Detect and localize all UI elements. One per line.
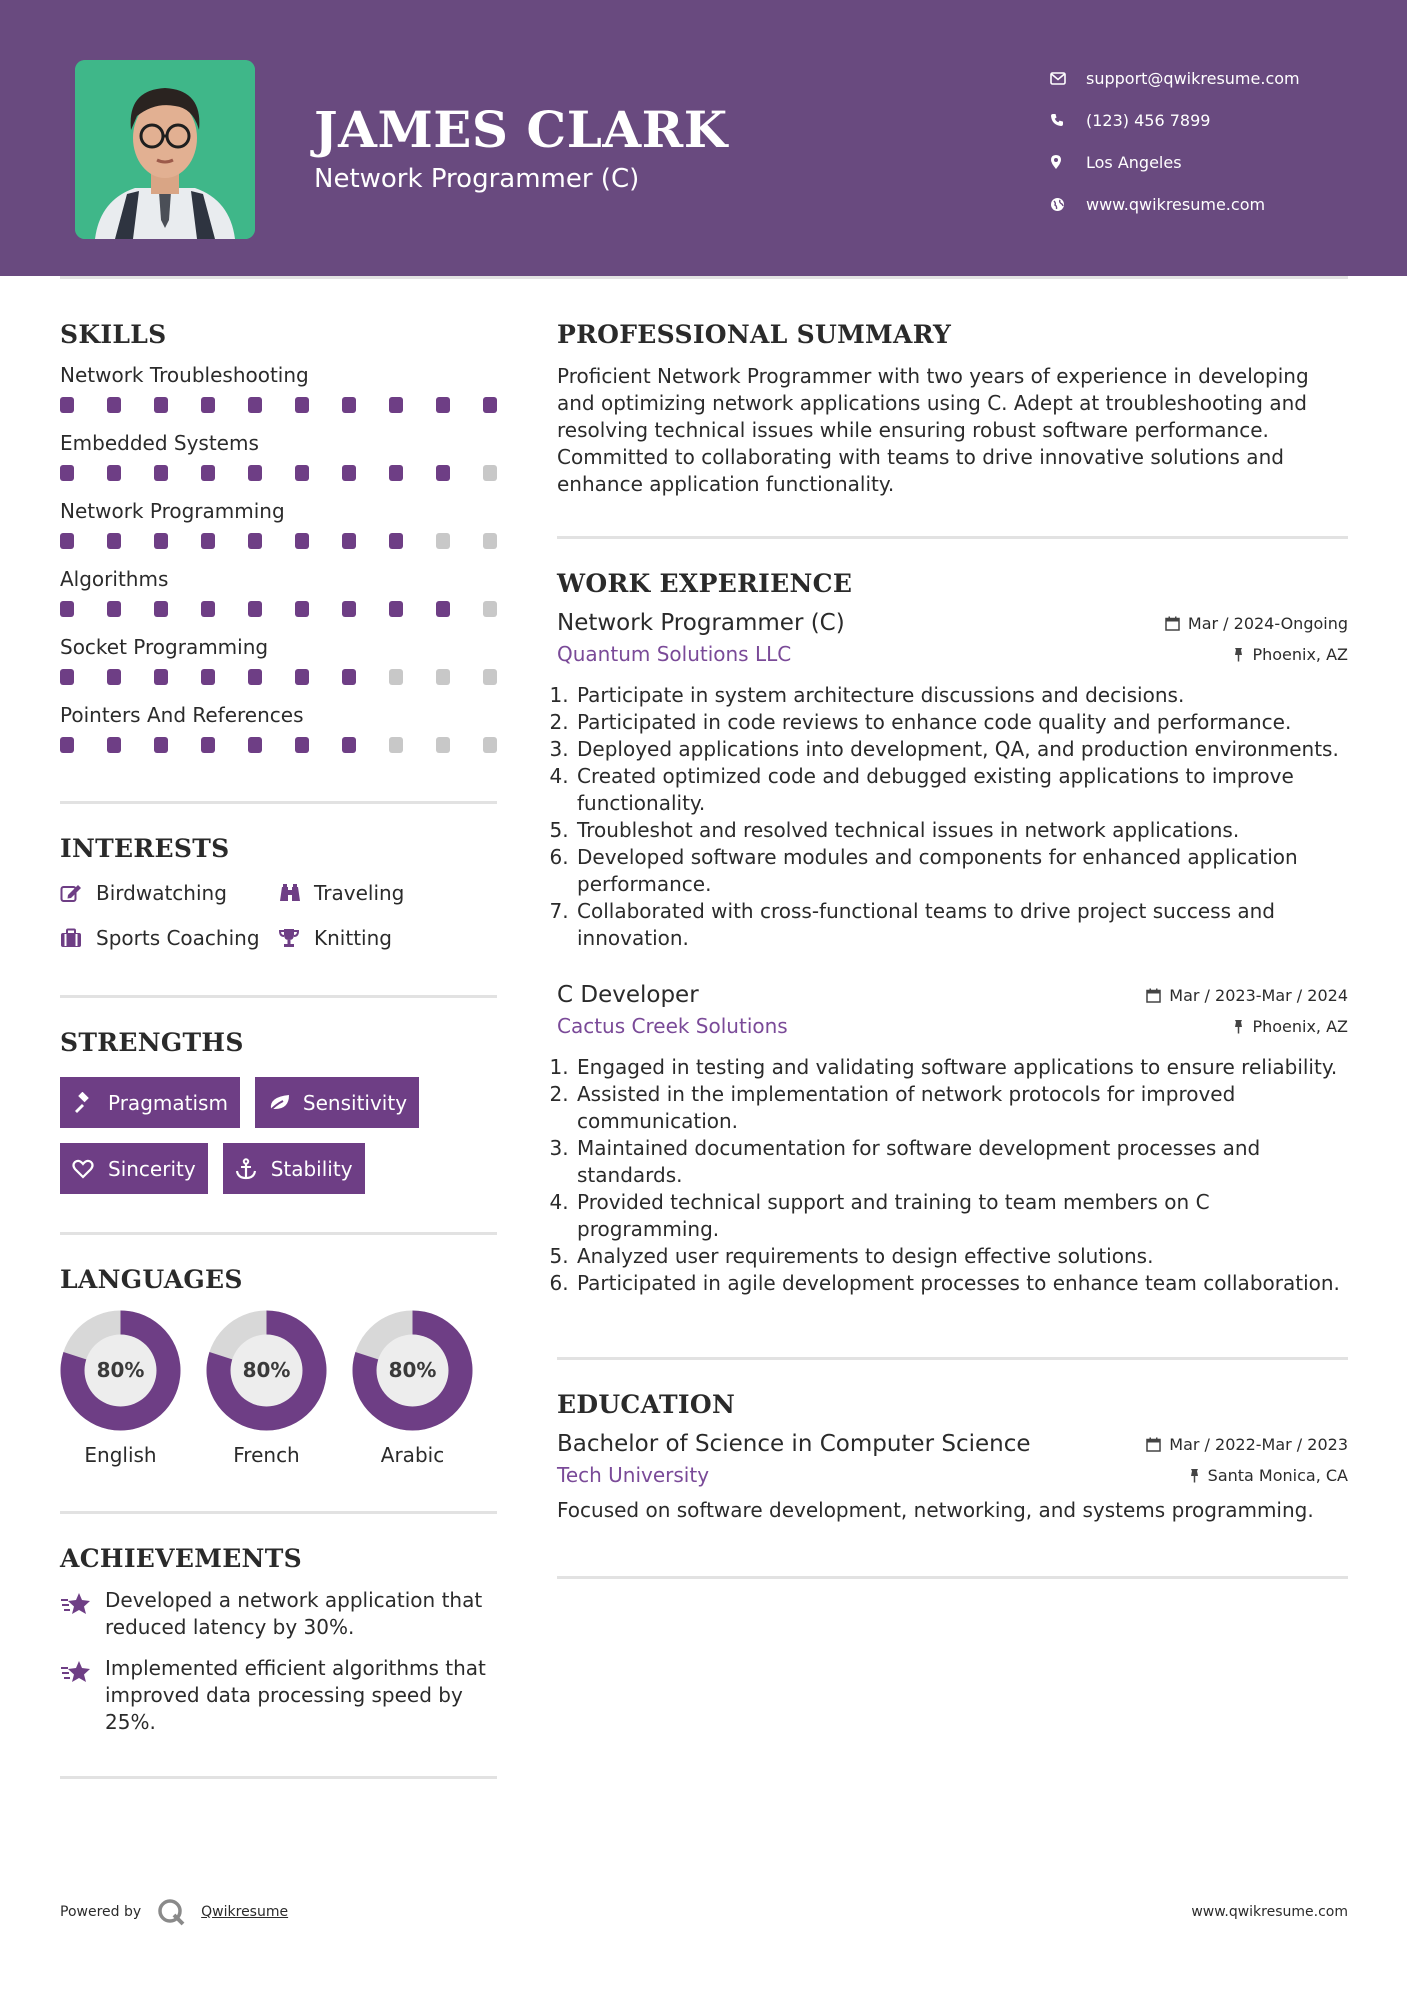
interest-item (278, 877, 497, 908)
experience-title: WORK EXPERIENCE (557, 569, 853, 598)
skill-item (60, 699, 497, 757)
skill-dot-filled (248, 601, 262, 617)
skill-rating (60, 732, 497, 757)
skill-dot-filled (295, 397, 309, 413)
skill-dot-filled (389, 533, 403, 549)
skill-dot-filled (107, 533, 121, 549)
skill-dot-empty (389, 669, 403, 685)
skill-dot-filled (295, 465, 309, 481)
skill-dot-empty (483, 465, 497, 481)
skill-dot-filled (389, 465, 403, 481)
skill-dot-empty (436, 533, 450, 549)
interest-label: Traveling (314, 880, 405, 905)
skill-dot-filled (389, 397, 403, 413)
strength-label: Sincerity (108, 1156, 196, 1181)
strength-tag (255, 1077, 419, 1128)
skill-name: Network Programming (60, 499, 285, 523)
skill-dot-filled (248, 669, 262, 685)
skill-dot-filled (342, 533, 356, 549)
achievement-item (60, 1587, 497, 1641)
page-footer (60, 1898, 1348, 1926)
summary-text: Proficient Network Programmer with two years of experience in developing and optimizing network applications using C. Adept at troubleshooting and resolving technical issues while ensuring robust software performance. Committed to collaborating with teams to drive innovative solutions and enhance application functionality. (557, 364, 1309, 496)
skill-dot-filled (107, 397, 121, 413)
skill-name: Algorithms (60, 567, 169, 591)
strengths-section (60, 1028, 497, 1194)
gavel-icon (72, 1092, 108, 1114)
contact-phone[interactable] (1050, 99, 1300, 141)
section-divider (60, 801, 497, 804)
contact-list (1050, 57, 1300, 225)
education-description: Focused on software development, networking, and systems programming. (557, 1498, 1314, 1522)
skill-dot-empty (436, 737, 450, 753)
skill-name: Socket Programming (60, 635, 269, 659)
skill-name: Pointers And References (60, 703, 304, 727)
job-location-text: Phoenix, AZ (1252, 1016, 1348, 1036)
section-divider (557, 1576, 1348, 1579)
duty-item: 3. Maintained documentation for software development processes and standards. (575, 1135, 1348, 1189)
skill-dot-empty (436, 669, 450, 685)
contact-website[interactable] (1050, 183, 1300, 225)
skill-dot-filled (60, 737, 74, 753)
job-location (1233, 1017, 1348, 1036)
skill-name: Network Troubleshooting (60, 363, 309, 387)
qwikresume-link[interactable]: Qwikresume (201, 1904, 289, 1920)
skill-dot-filled (60, 397, 74, 413)
achievements-title: ACHIEVEMENTS (60, 1544, 302, 1573)
duty-item: 1. Participate in system architecture discussions and decisions. (575, 682, 1348, 709)
skill-dot-filled (60, 465, 74, 481)
leaf-icon (267, 1093, 303, 1113)
achievement-item (60, 1655, 497, 1736)
strength-tag (223, 1143, 365, 1194)
duty-item: 2. Assisted in the implementation of network protocols for improved communication. (575, 1081, 1348, 1135)
contact-location-text: Los Angeles (1086, 152, 1182, 172)
skill-dot-filled (342, 465, 356, 481)
job-dates-text: Mar / 2024-Ongoing (1187, 613, 1348, 633)
summary-title: PROFESSIONAL SUMMARY (557, 320, 952, 349)
skill-item (60, 563, 497, 621)
anchor-icon (235, 1158, 271, 1180)
skill-dot-filled (107, 669, 121, 685)
duty-item: 6. Developed software modules and components for enhanced application performance. (575, 844, 1348, 898)
language-percent: 80% (96, 1358, 145, 1382)
language-item (206, 1310, 327, 1467)
section-divider (557, 536, 1348, 539)
job-location (1233, 645, 1348, 664)
skill-dot-filled (154, 397, 168, 413)
skill-dot-filled (295, 533, 309, 549)
strength-label: Sensitivity (302, 1090, 408, 1115)
section-divider (557, 1357, 1348, 1360)
skill-dot-filled (436, 397, 450, 413)
skill-dot-filled (483, 397, 497, 413)
calendar-icon (1146, 988, 1161, 1003)
pushpin-icon (1189, 1468, 1200, 1483)
skill-dot-filled (154, 737, 168, 753)
skill-dot-filled (107, 601, 121, 617)
interest-label: Knitting (314, 925, 392, 950)
right-column (557, 320, 1348, 1579)
achievements-section (60, 1544, 497, 1736)
job-entry (557, 610, 1348, 952)
company-name: Cactus Creek Solutions (557, 1014, 788, 1038)
education-section (557, 1390, 1348, 1524)
job-location-text: Phoenix, AZ (1252, 644, 1348, 664)
skill-dot-filled (154, 533, 168, 549)
skill-dot-filled (248, 533, 262, 549)
language-donut (60, 1310, 181, 1431)
experience-section (557, 569, 1348, 1297)
achievement-text: Developed a network application that reduced latency by 30%. (105, 1588, 483, 1639)
skill-dot-empty (483, 601, 497, 617)
skill-rating (60, 528, 497, 553)
skills-title: SKILLS (60, 320, 167, 349)
skills-section (60, 320, 497, 757)
skill-dot-filled (201, 737, 215, 753)
skill-dot-filled (389, 601, 403, 617)
calendar-icon (1146, 1437, 1161, 1452)
section-divider (60, 1511, 497, 1514)
strength-tag (60, 1143, 208, 1194)
job-entry (557, 982, 1348, 1297)
skill-dot-filled (342, 669, 356, 685)
skill-item (60, 495, 497, 553)
job-title: C Developer (557, 982, 699, 1008)
interest-item (60, 877, 278, 908)
job-duties (557, 1054, 1348, 1297)
interest-label: Birdwatching (96, 880, 227, 905)
duty-item: 7. Collaborated with cross-functional teams to drive project success and innovation. (575, 898, 1348, 952)
contact-phone-text: (123) 456 7899 (1086, 110, 1211, 130)
duty-item: 2. Participated in code reviews to enhance code quality and performance. (575, 709, 1348, 736)
section-divider (60, 1232, 497, 1235)
section-divider (60, 995, 497, 998)
skill-dot-filled (342, 601, 356, 617)
skill-dot-filled (154, 601, 168, 617)
duty-item: 4. Provided technical support and training to team members on C programming. (575, 1189, 1348, 1243)
skill-dot-filled (201, 533, 215, 549)
powered-by-label: Powered by (60, 1904, 142, 1920)
job-duties (557, 682, 1348, 952)
skill-rating (60, 460, 497, 485)
pushpin-icon (1233, 1019, 1244, 1034)
education-dates (1146, 1435, 1348, 1454)
duty-item: 5. Troubleshot and resolved technical issues in network applications. (575, 817, 1348, 844)
contact-location (1050, 141, 1300, 183)
education-location (1189, 1466, 1348, 1485)
duty-item: 1. Engaged in testing and validating software applications to ensure reliability. (575, 1054, 1348, 1081)
strengths-title: STRENGTHS (60, 1028, 244, 1057)
skill-dot-filled (295, 737, 309, 753)
section-divider (60, 1776, 497, 1779)
trophy-icon (278, 928, 314, 948)
language-item (60, 1310, 181, 1467)
left-column (60, 320, 497, 1779)
skill-dot-filled (60, 533, 74, 549)
skill-dot-empty (483, 533, 497, 549)
interest-item (60, 922, 278, 953)
school-name: Tech University (557, 1463, 710, 1487)
company-name: Quantum Solutions LLC (557, 642, 792, 666)
briefcase-icon (60, 928, 96, 948)
envelope-icon (1050, 72, 1086, 85)
language-name: English (84, 1443, 157, 1467)
language-donut (206, 1310, 327, 1431)
duty-item: 4. Created optimized code and debugged existing applications to improve functionality. (575, 763, 1348, 817)
calendar-icon (1165, 616, 1180, 631)
map-pin-icon (1050, 154, 1086, 170)
skill-rating (60, 596, 497, 621)
skill-dot-filled (342, 397, 356, 413)
interest-label: Sports Coaching (96, 925, 260, 950)
duty-item: 3. Deployed applications into development, QA, and production environments. (575, 736, 1348, 763)
binoculars-icon (278, 883, 314, 903)
languages-section (60, 1265, 497, 1467)
qwikresume-logo-icon (157, 1898, 187, 1926)
skill-dot-filled (436, 601, 450, 617)
languages-title: LANGUAGES (60, 1265, 243, 1294)
skill-dot-empty (389, 737, 403, 753)
skill-item (60, 427, 497, 485)
summary-section (557, 320, 1348, 498)
skill-dot-filled (154, 465, 168, 481)
language-donut (352, 1310, 473, 1431)
education-dates-text: Mar / 2022-Mar / 2023 (1169, 1434, 1348, 1454)
degree-title: Bachelor of Science in Computer Science (557, 1431, 1031, 1457)
skill-dot-empty (483, 737, 497, 753)
skill-dot-filled (201, 465, 215, 481)
star-burst-icon (60, 1655, 105, 1736)
education-title: EDUCATION (557, 1390, 736, 1419)
contact-website-text: www.qwikresume.com (1086, 194, 1266, 214)
skill-dot-filled (154, 669, 168, 685)
languages-list (60, 1310, 497, 1467)
skill-name: Embedded Systems (60, 431, 259, 455)
skill-dot-filled (201, 397, 215, 413)
resume-header (0, 0, 1407, 276)
skill-dot-filled (248, 465, 262, 481)
skill-dot-filled (60, 669, 74, 685)
skill-item (60, 631, 497, 689)
interest-item (278, 922, 497, 953)
language-name: French (233, 1443, 300, 1467)
profile-photo (75, 60, 255, 239)
skill-dot-filled (295, 669, 309, 685)
star-burst-icon (60, 1587, 105, 1641)
skill-rating (60, 664, 497, 689)
language-name: Arabic (380, 1443, 445, 1467)
powered-by (60, 1898, 288, 1926)
education-location-text: Santa Monica, CA (1207, 1465, 1348, 1485)
pencil-square-icon (60, 883, 96, 903)
skill-dot-filled (295, 601, 309, 617)
skill-dot-filled (342, 737, 356, 753)
header-divider (60, 276, 1348, 279)
duty-item: 5. Analyzed user requirements to design effective solutions. (575, 1243, 1348, 1270)
job-dates (1146, 986, 1348, 1005)
skills-list (60, 359, 497, 757)
job-title: Network Programmer (C) (557, 610, 845, 636)
skill-item (60, 359, 497, 417)
pushpin-icon (1233, 647, 1244, 662)
skill-dot-filled (248, 737, 262, 753)
language-percent: 80% (242, 1358, 291, 1382)
language-item (352, 1310, 473, 1467)
strength-label: Stability (270, 1156, 353, 1181)
skill-dot-filled (436, 465, 450, 481)
skill-dot-filled (201, 669, 215, 685)
achievement-text: Implemented efficient algorithms that improved data processing speed by 25%. (105, 1656, 486, 1734)
phone-icon (1050, 113, 1086, 127)
strength-tag (60, 1077, 240, 1128)
candidate-name: JAMES CLARK (314, 100, 728, 159)
candidate-role: Network Programmer (C) (314, 164, 640, 194)
skill-dot-filled (248, 397, 262, 413)
interests-section (60, 834, 497, 953)
job-dates (1165, 614, 1348, 633)
strengths-list (60, 1077, 497, 1194)
globe-icon (1050, 197, 1086, 212)
heart-icon (72, 1159, 108, 1179)
skill-dot-filled (201, 601, 215, 617)
contact-email[interactable] (1050, 57, 1300, 99)
job-dates-text: Mar / 2023-Mar / 2024 (1169, 985, 1348, 1005)
skill-dot-filled (60, 601, 74, 617)
interests-list (60, 877, 497, 953)
skill-dot-filled (107, 737, 121, 753)
duty-item: 6. Participated in agile development processes to enhance team collaboration. (575, 1270, 1348, 1297)
skill-rating (60, 392, 497, 417)
interests-title: INTERESTS (60, 834, 230, 863)
skill-dot-empty (483, 669, 497, 685)
language-percent: 80% (388, 1358, 437, 1382)
skill-dot-filled (107, 465, 121, 481)
footer-website-link[interactable]: www.qwikresume.com (1191, 1904, 1348, 1920)
strength-label: Pragmatism (108, 1090, 228, 1115)
contact-email-text: support@qwikresume.com (1086, 68, 1300, 88)
